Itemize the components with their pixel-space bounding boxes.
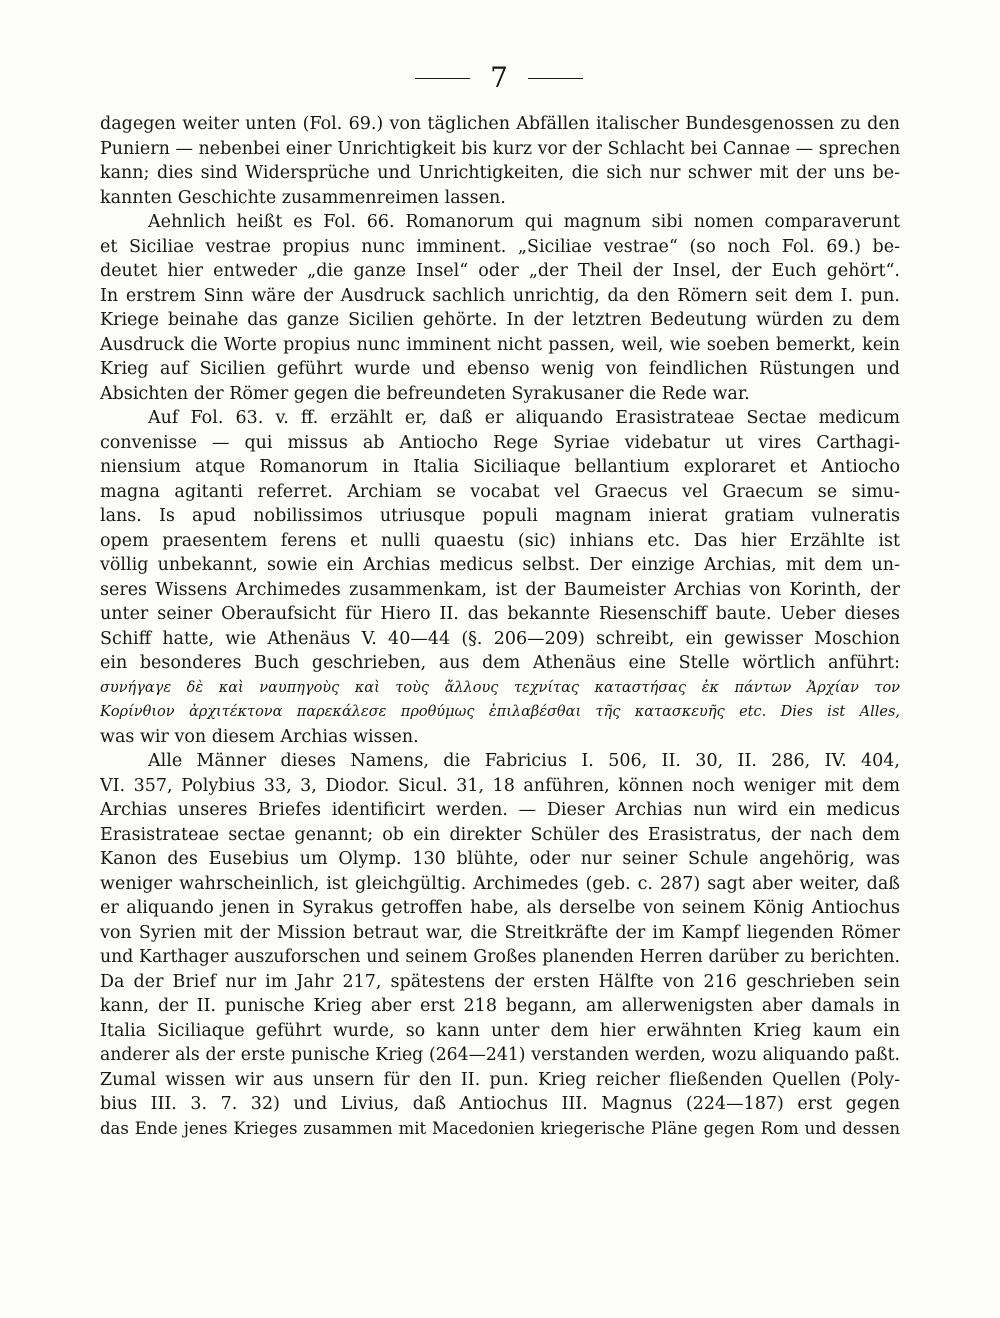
text-line: opem praesentem ferens et nulli quaestu (sic) inhians etc. Das hier Erzählte ist [100, 530, 900, 551]
text-line: bius III. 3. 7. 32) und Livius, daß Antiochus III. Magnus (224—187) erst gegen [100, 1094, 900, 1114]
text-line: Schiff hatte, wie Athenäus V. 40—44 (§. 206—209) schreibt, ein gewisser Moschion [100, 628, 900, 649]
header-rule-right [528, 78, 583, 79]
text-line: Alle Männer dieses Namens, die Fabricius I. 506, II. 30, II. 286, IV. 404, [148, 751, 900, 771]
text-line: das Ende jenes Krieges zusammen mit Macedonien kriegerische Pläne gegen Rom und dessen [100, 1118, 900, 1138]
greek-quote-line: συνήγαγε δὲ καὶ ναυπηγοὺς καὶ τοὺς ἄλλους τεχνίτας καταστήσας ἐκ πάντων Ἀρχίαν τον [100, 679, 900, 696]
paragraph-2 [100, 210, 900, 406]
text-line: Kriege beinahe das ganze Sicilien gehörte. In der letztren Bedeutung würden zu dem [100, 310, 900, 330]
page-header [0, 58, 1000, 98]
text-line: et Siciliae vestrae propius nunc imminent. „Siciliae vestrae“ (so noch Fol. 69.) be- [100, 236, 900, 257]
text-line: In erstrem Sinn wäre der Ausdruck sachlich unrichtig, da den Römern seit dem I. pun. [100, 285, 900, 306]
text-line: Archias unseres Briefes identificirt werden. — Dieser Archias nun wird ein medicus [100, 800, 900, 820]
text-line: Krieg auf Sicilien geführt wurde und ebenso wenig von feindlichen Rüstungen und [100, 359, 900, 379]
text-line: Kanon des Eusebius um Olymp. 130 blühte, oder nur seiner Schule angehörig, was [100, 849, 900, 869]
text-line: niensium atque Romanorum in Italia Siciliaque bellantium exploraret et Antiocho [100, 457, 900, 477]
text-line: er aliquando jenen in Syrakus getroffen habe, als derselbe von seinem König Antiochus [100, 898, 900, 918]
text-line: von Syrien mit der Mission betraut war, die Streitkräfte der im Kampf liegenden Römer [100, 922, 900, 943]
paragraph-4 [100, 749, 900, 1141]
text-line: convenisse — qui missus ab Antiocho Rege Syriae videbatur ut vires Carthagi- [100, 432, 900, 453]
text-line: anderer als der erste punische Krieg (264—241) verstanden werden, wozu aliquando paßt. [100, 1045, 900, 1065]
text-line: was wir von diesem Archias wissen. [100, 726, 419, 747]
greek-quote-line: Κορίνθιον ἀρχιτέκτονα παρεκάλεσε προθύμως ἐπιλαβέσθαι τῆς κατασκευῆς etc. Dies ist Alles, [100, 704, 900, 720]
text-line: ein besonderes Buch geschrieben, aus dem Athenäus eine Stelle wörtlich anführt: [100, 653, 900, 673]
text-line: Puniern — nebenbei einer Unrichtigkeit bis kurz vor der Schlacht bei Cannae — sprechen [100, 138, 900, 159]
text-line: Da der Brief nur im Jahr 217, spätestens der ersten Hälfte von 216 geschrieben sein [100, 971, 900, 992]
text-line: Zumal wissen wir aus unsern für den II. pun. Krieg reicher fließenden Quellen (Poly- [100, 1069, 900, 1090]
text-line: lans. Is apud nobilissimos utriusque populi magnam inierat gratiam vulneratis [100, 506, 900, 526]
text-line: unter seiner Oberaufsicht für Hiero II. das bekannte Riesenschiff baute. Ueber dieses [100, 604, 900, 624]
text-line: kannten Geschichte zusammenreimen lassen. [100, 187, 506, 208]
text-line: völlig unbekannt, sowie ein Archias medicus selbst. Der einzige Archias, mit dem un- [100, 555, 900, 575]
text-line: Aehnlich heißt es Fol. 66. Romanorum qui magnum sibi nomen comparaverunt [148, 212, 900, 232]
text-line: Absichten der Römer gegen die befreundeten Syrakusaner die Rede war. [100, 383, 750, 404]
text-line: dagegen weiter unten (Fol. 69.) von täglichen Abfällen italischer Bundesgenossen zu den [100, 114, 900, 134]
text-line: kann; dies sind Widersprüche und Unrichtigkeiten, die sich nur schwer mit der uns be- [100, 163, 900, 183]
text-line: kann, der II. punische Krieg aber erst 218 begann, am allerwenigsten aber damals in [100, 996, 900, 1016]
text-line: und Karthager auszuforschen und seinem Großes planenden Herren darüber zu berichten. [100, 947, 900, 967]
text-line: Erasistrateae sectae genannt; ob ein direkter Schüler des Erasistratus, der nach dem [100, 824, 900, 845]
text-line: weniger wahrscheinlich, ist gleichgültig. Archimedes (geb. c. 287) sagt aber weiter, daß [100, 873, 900, 894]
text-line: Auf Fol. 63. v. ff. erzählt er, daß er aliquando Erasistrateae Sectae medicum [148, 408, 900, 428]
text-line: deutet hier entweder „die ganze Insel“ oder „der Theil der Insel, der Euch gehört“. [100, 261, 900, 281]
body-text [100, 112, 900, 1141]
text-line: Italia Siciliaque geführt wurde, so kann unter dem hier erwähnten Krieg kaum ein [100, 1020, 900, 1041]
text-line: seres Wissens Archimedes zusammenkam, ist der Baumeister Archias von Korinth, der [100, 579, 900, 600]
header-rule-left [415, 78, 470, 79]
text-line: Ausdruck die Worte propius nunc imminent nicht passen, weil, wie soeben bemerkt, kein [100, 334, 900, 355]
text-line: VI. 357, Polybius 33, 3, Diodor. Sicul. 31, 18 anführen, können noch weniger mit dem [100, 775, 900, 796]
text-line: magna agitanti referret. Archiam se vocabat vel Graecus vel Graecum se simu- [100, 481, 900, 502]
paragraph-3 [100, 406, 900, 749]
paragraph-1 [100, 112, 900, 210]
page-number: 7 [490, 61, 508, 94]
